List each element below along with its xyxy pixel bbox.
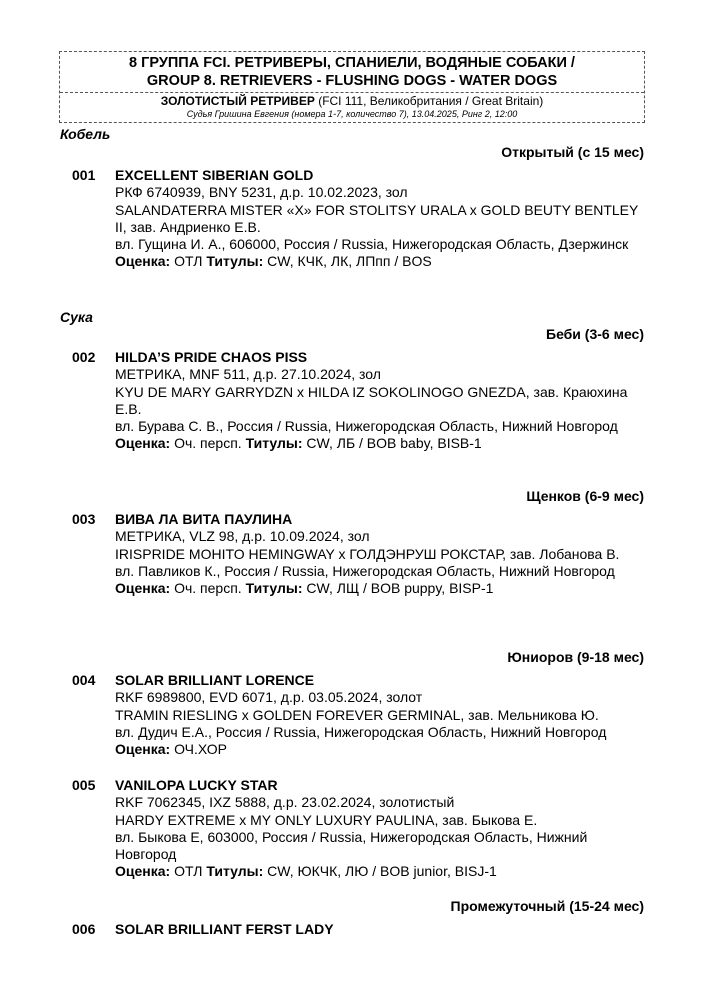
owner: вл. Бурава С. В., Россия / Russia, Нижегородская Область, Нижний Новгород <box>115 418 618 435</box>
entry-number: 001 <box>72 167 96 183</box>
dog-name: ВИВА ЛА ВИТА ПАУЛИНА <box>115 511 293 527</box>
group-title-ru: 8 ГРУППА FCI. РЕТРИВЕРЫ, СПАНИЕЛИ, ВОДЯНЫЕ СОБАКИ / <box>129 55 575 71</box>
titles-value: CW, ЮКЧК, ЛЮ / BOB junior, BISJ-1 <box>263 863 497 880</box>
rating-label: Оценка: <box>115 863 171 880</box>
section-male: Кобель <box>60 126 111 142</box>
rating-label: Оценка: <box>115 253 171 270</box>
class-baby: Беби (3-6 мес) <box>546 326 644 342</box>
dog-name: EXCELLENT SIBERIAN GOLD <box>115 167 314 183</box>
rating-value: ОЧ.ХОР <box>170 741 227 758</box>
entry-number: 004 <box>72 672 96 688</box>
parents-breeder: TRAMIN RIESLING x GOLDEN FOREVER GERMINAL, зав. Мельникова Ю. <box>115 706 599 723</box>
rating-value: Оч. персп. <box>170 435 246 452</box>
parents-breeder: KYU DE MARY GARRYDZN x HILDA IZ SOKOLINOGO GNEZDA, зав. Краюхина Е.В. <box>115 383 628 417</box>
breed-block <box>60 93 644 122</box>
dog-name: HILDA’S PRIDE CHAOS PISS <box>115 349 308 365</box>
entry-number: 005 <box>72 777 96 793</box>
registration: RKF 6989800, EVD 6071, д.р. 03.05.2024, золот <box>115 689 423 706</box>
class-intermediate: Промежуточный (15-24 мес) <box>450 898 644 914</box>
entry-number: 002 <box>72 349 96 365</box>
parents-breeder: SALANDATERRA MISTER «X» FOR STOLITSY URALA x GOLD BEUTY BENTLEY II, зав. Андриенко Е.В. <box>115 201 639 235</box>
class-junior: Юниоров (9-18 мес) <box>507 649 644 665</box>
class-open: Открытый (с 15 мес) <box>501 144 644 160</box>
breed-line <box>60 94 644 108</box>
rating-label: Оценка: <box>115 741 171 758</box>
titles-label: Титулы: <box>245 580 303 597</box>
group-title-en: GROUP 8. RETRIEVERS - FLUSHING DOGS - WATER DOGS <box>146 73 558 89</box>
rating-label: Оценка: <box>115 435 171 452</box>
group-title <box>60 52 644 93</box>
titles-label: Титулы: <box>206 863 264 880</box>
owner: вл. Дудич Е.А., Россия / Russia, Нижегородская Область, Нижний Новгород <box>115 723 607 740</box>
titles-value: CW, КЧК, ЛК, ЛПпп / BOS <box>263 253 432 270</box>
class-puppy: Щенков (6-9 мес) <box>526 488 644 504</box>
titles-value: CW, ЛЩ / BOB puppy, BISP-1 <box>302 580 494 597</box>
section-female: Сука <box>60 309 93 325</box>
rating-value: Оч. персп. <box>170 580 246 597</box>
rating-label: Оценка: <box>115 580 171 597</box>
result-line <box>115 580 645 597</box>
rating-value: ОТЛ <box>170 253 207 270</box>
titles-label: Титулы: <box>245 435 303 452</box>
entry-number: 006 <box>72 921 96 937</box>
owner: вл. Гущина И. А., 606000, Россия / Russia, Нижегородская Область, Дзержинск <box>115 236 629 253</box>
result-line <box>115 741 645 758</box>
registration: РКФ 6740939, BNY 5231, д.р. 10.02.2023, зол <box>115 184 408 201</box>
catalog-header <box>59 51 645 123</box>
titles-value: CW, ЛБ / BOB baby, BISB-1 <box>302 435 482 452</box>
dog-name: SOLAR BRILLIANT FERST LADY <box>115 921 334 937</box>
breed-name: ЗОЛОТИСТЫЙ РЕТРИВЕР <box>160 94 315 108</box>
registration: МЕТРИКА, VLZ 98, д.р. 10.09.2024, зол <box>115 528 370 545</box>
result-line <box>115 435 645 452</box>
breed-info: (FCI 111, Великобритания / Great Britain) <box>314 94 544 108</box>
registration: RKF 7062345, IXZ 5888, д.р. 23.02.2024, золотистый <box>115 794 455 811</box>
result-line <box>115 253 645 270</box>
result-line <box>115 863 645 880</box>
dog-name: VANILOPA LUCKY STAR <box>115 777 278 793</box>
owner: вл. Быкова Е, 603000, Россия / Russia, Нижегородская Область, Нижний Новгород <box>115 828 588 863</box>
judge-line: Судья Гришина Евгения (номера 1-7, количество 7), 13.04.2025, Ринг 2, 12:00 <box>186 109 518 119</box>
titles-label: Титулы: <box>206 253 264 270</box>
parents-breeder: HARDY EXTREME x MY ONLY LUXURY PAULINA, зав. Быкова Е. <box>115 811 538 828</box>
registration: МЕТРИКА, MNF 511, д.р. 27.10.2024, зол <box>115 366 381 383</box>
parents-breeder: IRISPRIDE MOHITO HEMINGWAY x ГОЛДЭНРУШ РОКСТАР, зав. Лобанова В. <box>115 545 620 562</box>
owner: вл. Павликов К., Россия / Russia, Нижегородская Область, Нижний Новгород <box>115 562 615 579</box>
dog-name: SOLAR BRILLIANT LORENCE <box>115 672 315 688</box>
entry-number: 003 <box>72 511 96 527</box>
rating-value: ОТЛ <box>170 863 207 880</box>
